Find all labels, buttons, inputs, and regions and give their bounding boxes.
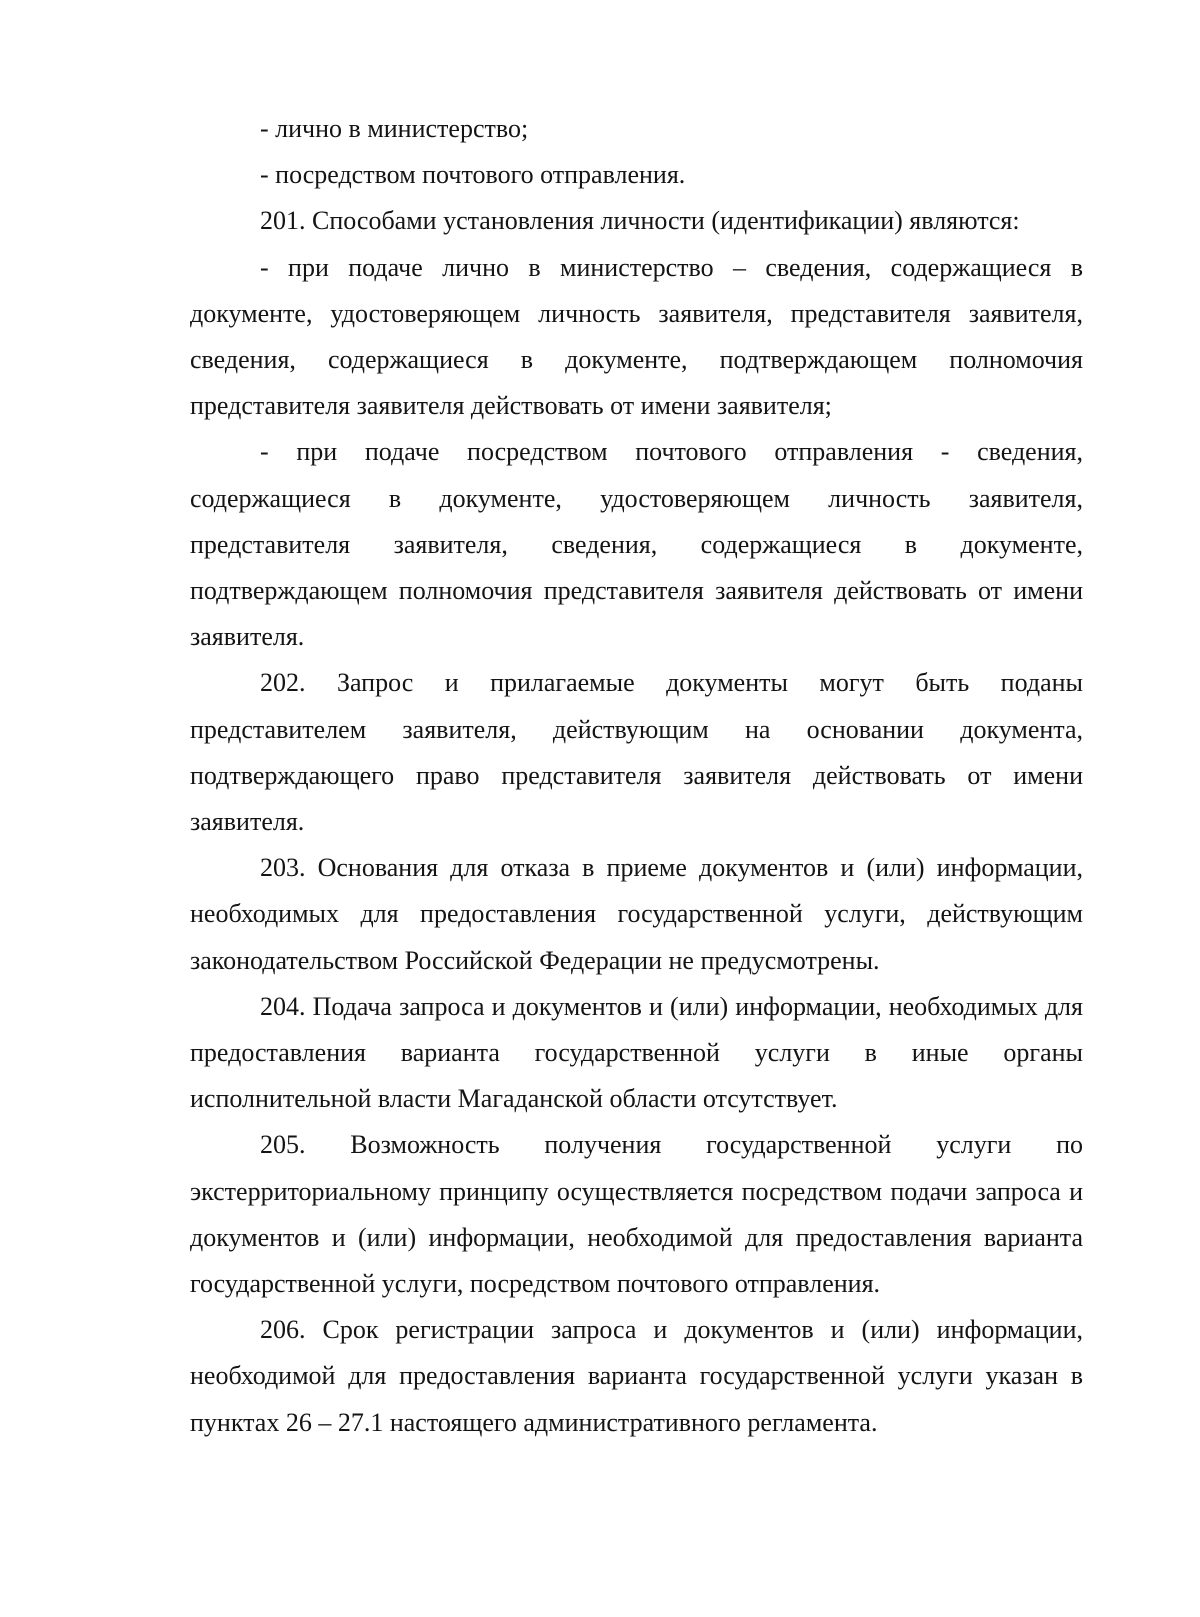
- paragraph-submission-by-mail: - посредством почтового отправления.: [260, 160, 686, 190]
- document-body: [190, 106, 1083, 1446]
- paragraph-203: 203. Основания для отказа в приеме документов и (или) информации, необходимых для предоставления государственной услуги, действующим законодательством Российской Федерации не предусмотрены.: [190, 853, 1083, 975]
- paragraph-205: 205. Возможность получения государственной услуги по экстерриториальному принципу осуществляется посредством подачи запроса и документов и (или) информации, необходимой для предоставления варианта государственной услуги, посредством почтового отправления.: [190, 1130, 1083, 1299]
- paragraph-206: 206. Срок регистрации запроса и документов и (или) информации, необходимой для предоставления варианта государственной услуги указан в пунктах 26 – 27.1 настоящего административного регламента.: [190, 1315, 1083, 1437]
- paragraph-202: 202. Запрос и прилагаемые документы могут быть поданы представителем заявителя, действующим на основании документа, подтверждающего право представителя заявителя действовать от имени заявителя.: [190, 668, 1083, 837]
- paragraph-204: 204. Подача запроса и документов и (или) информации, необходимых для предоставления варианта государственной услуги в иные органы исполнительной власти Магаданской области отсутствует.: [190, 991, 1083, 1114]
- paragraph-identification-in-person: - при подаче лично в министерство – сведения, содержащиеся в документе, удостоверяющем личность заявителя, представителя заявителя, сведения, содержащиеся в документе, подтверждающем полномочия представителя заявителя действовать от имени заявителя;: [190, 252, 1083, 421]
- paragraph-identification-by-mail: - при подаче посредством почтового отправления - сведения, содержащиеся в документе, удостоверяющем личность заявителя, представителя заявителя, сведения, содержащиеся в документе, подтверждающем полномочия представителя заявителя действовать от имени заявителя.: [190, 437, 1083, 652]
- paragraph-201: 201. Способами установления личности (идентификации) являются:: [260, 206, 1020, 236]
- paragraph-submission-in-person: - лично в министерство;: [260, 114, 529, 143]
